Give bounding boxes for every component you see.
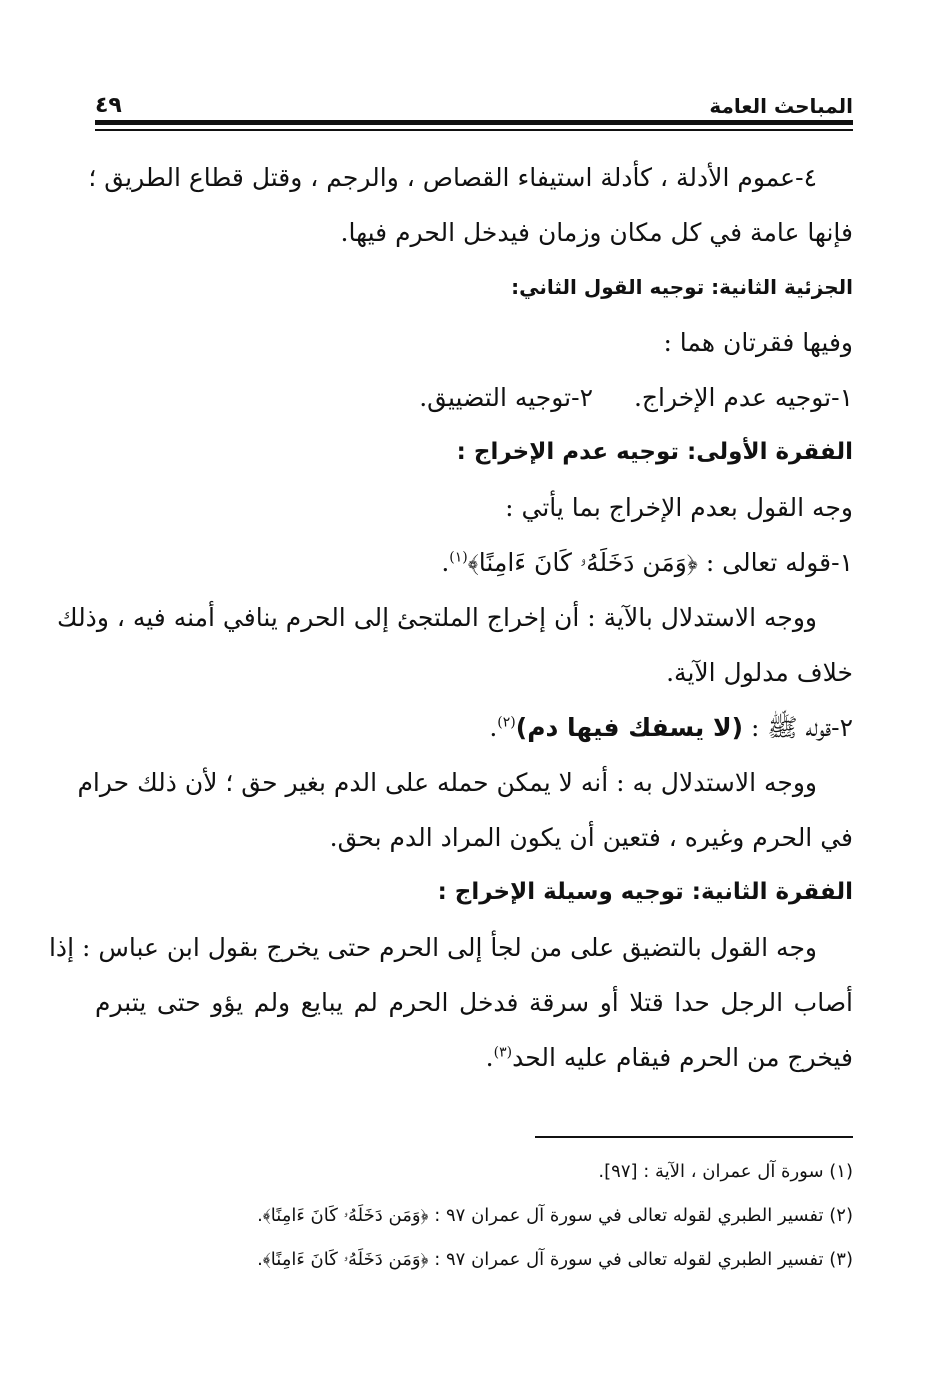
main-text	[48, 150, 853, 1085]
paragraph-line: ووجه الاستدلال به : أنه لا يمكن حمله على الدم بغير حق ؛ لأن ذلك حرام	[77, 768, 817, 797]
subsection-heading: الفقرة الأولى: توجيه عدم الإخراج :	[456, 439, 853, 465]
paragraph-line	[95, 1030, 853, 1085]
list-item: ١-توجيه عدم الإخراج.	[633, 383, 853, 412]
paragraph-line: أصاب الرجل حدا قتلا أو سرقة فدخل الحرم لم يبايع ولم يؤو حتى يتبرم	[95, 988, 853, 1017]
paragraph-text: فيخرج من الحرم فيقام عليه الحد	[512, 1043, 853, 1072]
header-rule-thin	[95, 129, 853, 131]
section-heading: الجزئية الثانية: توجيه القول الثاني:	[511, 275, 853, 299]
chapter-title: المباحث العامة	[709, 94, 853, 118]
paragraph-line: في الحرم وغيره ، فتعين أن يكون المراد الدم بحق.	[329, 823, 853, 852]
paragraph-line: وجه القول بالتضيق على من لجأ إلى الحرم حتى يخرج بقول ابن عباس : إذا	[48, 933, 817, 962]
running-head	[95, 88, 853, 118]
line-end: .	[441, 548, 450, 577]
footnote-item: (٣) تفسير الطبري لقوله تعالى في سورة آل عمران ٩٧ : ﴿وَمَن دَخَلَهُۥ كَانَ ءَامِنًا﴾.	[257, 1249, 853, 1270]
footnote-separator	[535, 1136, 853, 1138]
footnotes	[95, 1150, 853, 1282]
list-row	[95, 370, 853, 425]
paragraph-line: ووجه الاستدلال بالآية : أن إخراج الملتجئ إلى الحرم ينافي أمنه فيه ، وذلك	[57, 603, 817, 632]
page-number: ٤٩	[95, 93, 122, 118]
subsection-heading: الفقرة الثانية: توجيه وسيلة الإخراج :	[437, 879, 853, 905]
list-item: ٢-توجيه التضييق.	[419, 383, 593, 412]
line-end: .	[485, 1043, 494, 1072]
citation-text: ١-قوله تعالى : ﴿وَمَن دَخَلَهُۥ كَانَ ءَامِنًا﴾	[467, 548, 853, 577]
footnote-ref: (٣)	[493, 1044, 513, 1061]
citation-lead: ٢-قوله ﷺ :	[743, 713, 853, 742]
line-end: .	[489, 713, 498, 742]
quran-citation-line	[95, 535, 853, 590]
footnote-item: (١) سورة آل عمران ، الآية : [٩٧].	[598, 1161, 853, 1182]
paragraph-line: ٤-عموم الأدلة ، كأدلة استيفاء القصاص ، والرجم ، وقتل قطاع الطريق ؛	[88, 163, 817, 192]
footnote-ref: (١)	[449, 549, 468, 566]
footnote-ref: (٢)	[497, 714, 516, 731]
header-rule-thick	[95, 120, 853, 125]
paragraph-line: فإنها عامة في كل مكان وزمان فيدخل الحرم فيها.	[340, 218, 853, 247]
paragraph-line: خلاف مدلول الآية.	[666, 658, 853, 687]
footnote-item: (٢) تفسير الطبري لقوله تعالى في سورة آل عمران ٩٧ : ﴿وَمَن دَخَلَهُۥ كَانَ ءَامِنًا﴾.	[257, 1205, 853, 1226]
paragraph-line: وجه القول بعدم الإخراج بما يأتي :	[505, 493, 853, 522]
hadith-citation-line	[95, 700, 853, 755]
paragraph-line: وفيها فقرتان هما :	[663, 328, 853, 357]
hadith-quote: (لا يسفك فيها دم)	[515, 713, 744, 742]
